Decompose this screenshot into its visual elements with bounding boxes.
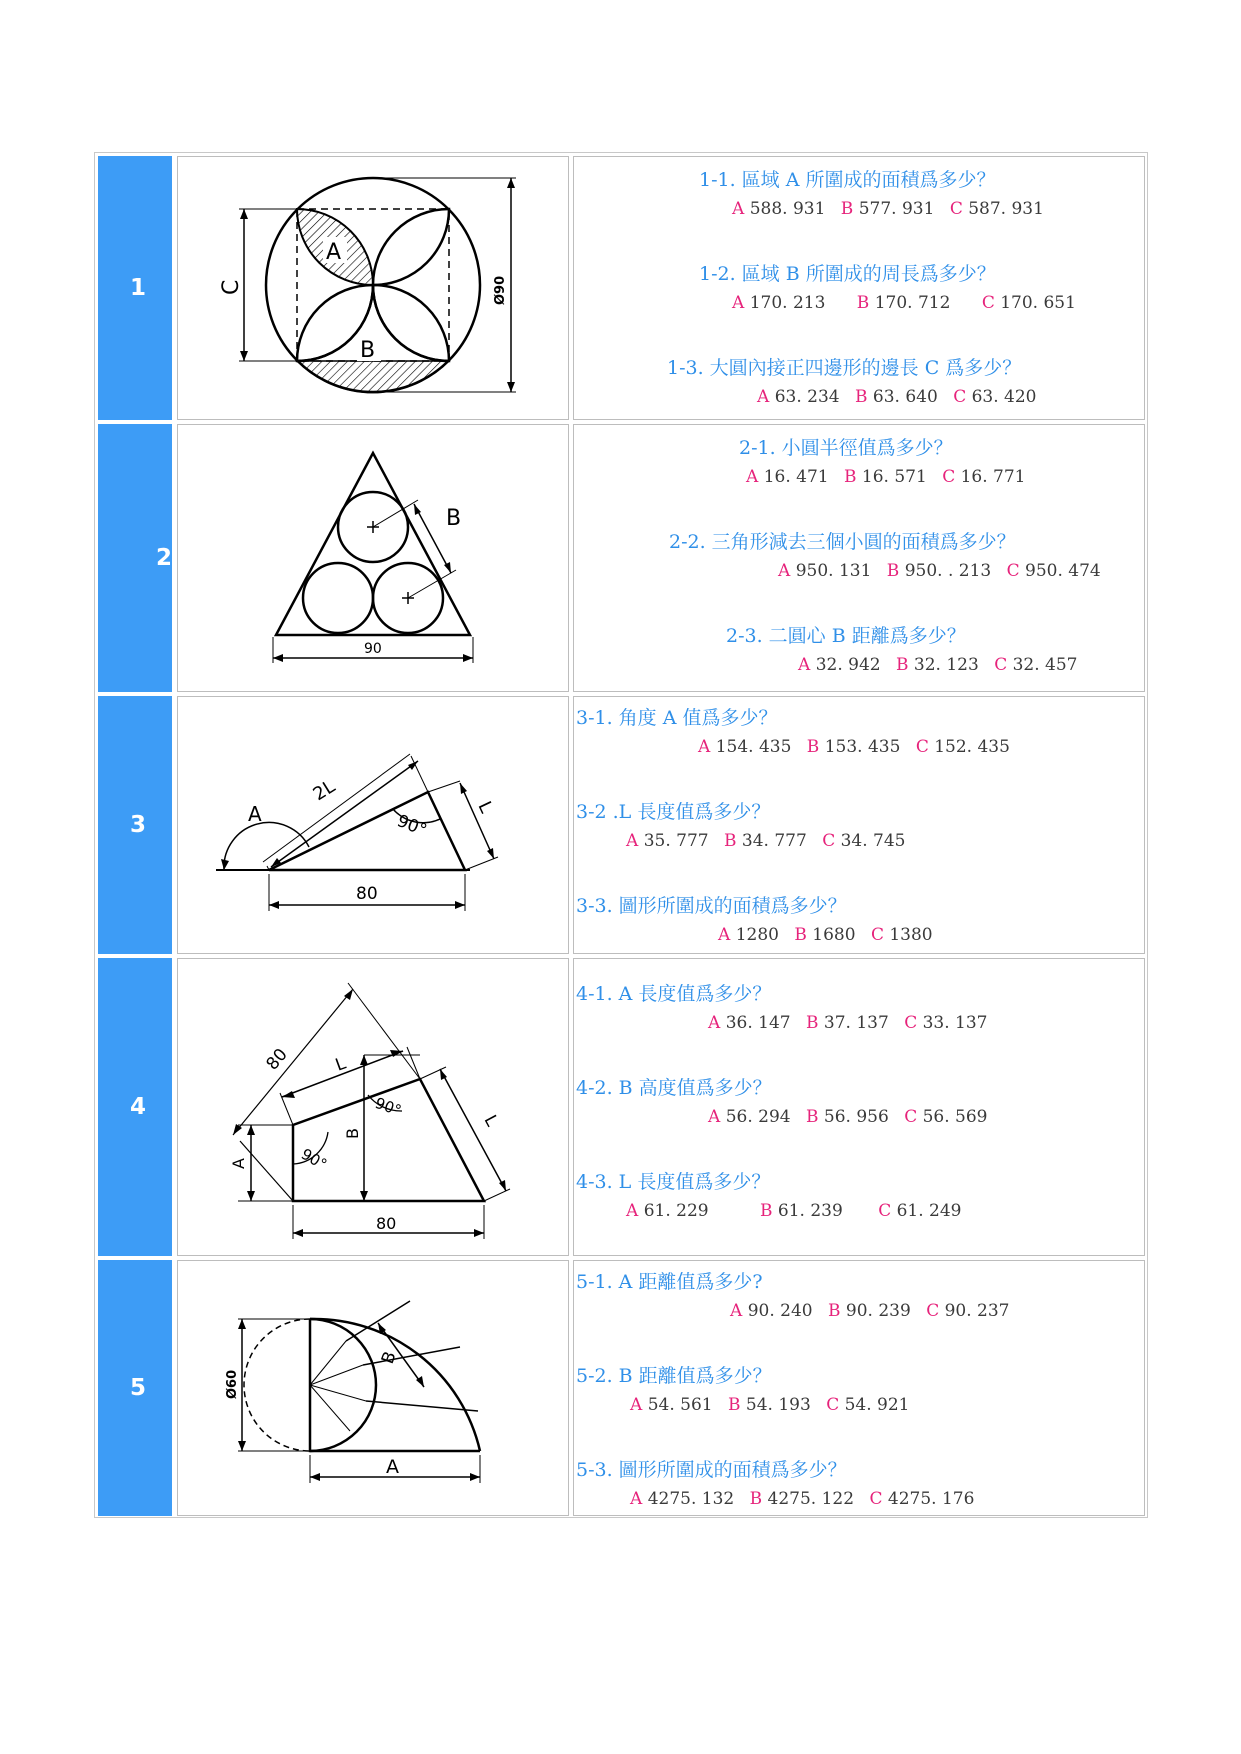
option-key: A [708, 1107, 721, 1127]
question-text: 3-2 .L 長度值爲多少？ [576, 801, 771, 823]
option-key: A [630, 1489, 643, 1509]
question-text: 2-1. 小圓半徑值爲多少？ [739, 437, 953, 459]
figure-cell [177, 1260, 569, 1516]
option-value: 577. 931 [858, 199, 935, 219]
answer-options [626, 1201, 972, 1221]
option-key: B [805, 1013, 819, 1033]
questions-cell [573, 958, 1145, 1256]
half-circle [310, 1319, 376, 1451]
question-text: 1-1. 區域 A 所圍成的面積爲多少？ [699, 169, 996, 191]
option-value: 4275. 122 [767, 1489, 855, 1509]
question-text: 2-2. 三角形減去三個小圓的面積爲多少？ [669, 531, 1016, 553]
label-80: 80 [356, 884, 378, 904]
option-key: A [798, 655, 811, 675]
option-key: C [994, 655, 1008, 675]
question-text: 5-1. A 距離值爲多少? [576, 1271, 763, 1293]
answer-options [778, 561, 1111, 581]
figure-cell [177, 696, 569, 954]
label-diameter-60: Ø60 [225, 1369, 240, 1399]
option-key: A [708, 1013, 721, 1033]
label-diameter-90: Ø90 [493, 275, 508, 305]
option-value: 54. 561 [647, 1395, 713, 1415]
label-a: A [248, 802, 262, 826]
problem-row-4 [95, 955, 1147, 1257]
question-text: 1-2. 區域 B 所圍成的周長爲多少？ [699, 263, 996, 285]
figure-inclined-shape [178, 697, 568, 953]
figure-polygon [178, 959, 568, 1255]
option-key: C [953, 387, 967, 407]
question-text: 4-3. L 長度值爲多少？ [576, 1171, 771, 1193]
option-key: B [723, 831, 737, 851]
option-key: C [878, 1201, 892, 1221]
label-b: B [377, 1348, 401, 1367]
option-value: 36. 147 [725, 1013, 791, 1033]
option-value: 63. 420 [971, 387, 1037, 407]
option-key: B [843, 467, 857, 487]
option-key: A [778, 561, 791, 581]
answer-options [757, 387, 1047, 407]
option-value: 63. 640 [872, 387, 938, 407]
option-value: 56. 294 [725, 1107, 791, 1127]
answer-options [698, 737, 1020, 757]
label-90-degree-left: 90° [298, 1144, 331, 1174]
questions-cell [573, 424, 1145, 692]
figure-cell [177, 156, 569, 420]
option-value: 170. 651 [1000, 293, 1076, 313]
option-key: C [981, 293, 995, 313]
row-number-cell [98, 424, 172, 692]
quarter-sector-arc [310, 1319, 480, 1451]
option-value: 61. 249 [896, 1201, 962, 1221]
option-value: 35. 777 [643, 831, 709, 851]
option-value: 33. 137 [922, 1013, 988, 1033]
option-key: A [718, 925, 731, 945]
row-number: 2 [156, 545, 173, 571]
question-text: 2-3. 二圓心 B 距離爲多少？ [726, 625, 966, 647]
option-value: 90. 240 [747, 1301, 813, 1321]
answer-options [708, 1013, 998, 1033]
question-text: 5-3. 圖形所圍成的面積爲多少？ [576, 1459, 847, 1481]
row-number: 3 [130, 812, 147, 838]
option-key: B [806, 737, 820, 757]
label-80-slanted: 80 [262, 1044, 292, 1075]
row-number-cell [98, 1260, 172, 1516]
figure-cell [177, 958, 569, 1256]
answer-options [708, 1107, 998, 1127]
option-key: C [1006, 561, 1020, 581]
region-b-hatched [297, 361, 449, 393]
option-value: 950. . 213 [904, 561, 992, 581]
answer-options [718, 925, 943, 945]
row-number: 4 [130, 1094, 147, 1120]
option-key: B [727, 1395, 741, 1415]
problem-row-3 [95, 693, 1147, 955]
option-key: C [942, 467, 956, 487]
option-value: 950. 131 [795, 561, 872, 581]
label-l-top: L [332, 1053, 349, 1076]
option-value: 32. 457 [1012, 655, 1078, 675]
option-key: A [732, 293, 745, 313]
option-value: 1280 [735, 925, 779, 945]
option-value: 1680 [812, 925, 856, 945]
problem-row-2 [95, 421, 1147, 693]
row-number-cell [98, 696, 172, 954]
option-key: A [757, 387, 770, 407]
option-value: 153. 435 [824, 737, 901, 757]
option-key: B [794, 925, 807, 945]
small-circle-left [303, 563, 373, 633]
answer-options [630, 1489, 984, 1509]
row-number-cell [98, 156, 172, 420]
option-value: 90. 237 [944, 1301, 1010, 1321]
option-value: 950. 474 [1025, 561, 1101, 581]
option-value: 34. 777 [741, 831, 807, 851]
option-key: C [904, 1013, 918, 1033]
option-value: 587. 931 [968, 199, 1044, 219]
row-number: 1 [130, 275, 147, 301]
question-text: 4-2. B 高度值爲多少？ [576, 1077, 772, 1099]
label-b: B [446, 506, 462, 531]
option-value: 16. 571 [861, 467, 927, 487]
label-a: A [326, 240, 342, 265]
option-key: C [826, 1395, 840, 1415]
option-key: B [749, 1489, 763, 1509]
question-text: 3-1. 角度 A 值爲多少？ [576, 707, 778, 729]
option-value: 90. 239 [845, 1301, 911, 1321]
option-key: B [854, 387, 868, 407]
questions-cell [573, 1260, 1145, 1516]
option-value: 56. 956 [823, 1107, 889, 1127]
problem-row-5 [95, 1257, 1147, 1517]
option-value: 154. 435 [715, 737, 792, 757]
answer-options [630, 1395, 920, 1415]
option-key: B [827, 1301, 841, 1321]
figure-four-petals [178, 157, 568, 419]
label-l: L [473, 798, 497, 817]
option-key: B [840, 199, 854, 219]
label-90-degree-right: 90° [372, 1093, 404, 1120]
option-value: 170. 213 [749, 293, 826, 313]
answer-options [730, 1301, 1020, 1321]
questions-cell [573, 696, 1145, 954]
option-value: 4275. 132 [647, 1489, 735, 1509]
option-value: 34. 745 [840, 831, 906, 851]
option-value: 63. 234 [774, 387, 840, 407]
option-key: C [904, 1107, 918, 1127]
answer-options [732, 199, 1054, 219]
option-key: C [949, 199, 963, 219]
question-text: 1-3. 大圓內接正四邊形的邊長 C 爲多少？ [667, 357, 1022, 379]
answer-options [746, 467, 1036, 487]
label-80-bottom: 80 [376, 1214, 397, 1233]
option-value: 32. 942 [815, 655, 881, 675]
row-number: 5 [130, 1375, 147, 1401]
option-key: B [805, 1107, 819, 1127]
problem-sheet-table [94, 152, 1148, 1518]
shape-outline [269, 792, 465, 870]
option-key: B [759, 1201, 773, 1221]
answer-options [626, 831, 916, 851]
option-key: C [869, 1489, 883, 1509]
option-value: 54. 193 [745, 1395, 811, 1415]
row-number-cell [98, 958, 172, 1256]
option-value: 152. 435 [934, 737, 1010, 757]
option-value: 61. 239 [777, 1201, 843, 1221]
option-key: A [626, 831, 639, 851]
option-value: 32. 123 [913, 655, 979, 675]
option-value: 4275. 176 [887, 1489, 975, 1509]
angle-arc-a [224, 822, 309, 870]
option-key: B [895, 655, 909, 675]
label-90: 90 [364, 641, 382, 657]
option-key: C [870, 925, 884, 945]
option-value: 56. 569 [922, 1107, 988, 1127]
label-a: A [229, 1158, 248, 1169]
option-value: 1380 [889, 925, 933, 945]
label-90-degree: 90° [394, 811, 430, 841]
option-key: A [630, 1395, 643, 1415]
option-value: 37. 137 [823, 1013, 889, 1033]
label-2l: 2L [309, 776, 339, 806]
option-value: 61. 229 [643, 1201, 709, 1221]
answer-options [798, 655, 1088, 675]
label-c: C [219, 279, 244, 295]
label-l-right: L [479, 1111, 502, 1130]
option-value: 16. 471 [763, 467, 829, 487]
question-text: 4-1. A 長度值爲多少？ [576, 983, 772, 1005]
option-key: A [730, 1301, 743, 1321]
option-key: A [746, 467, 759, 487]
option-key: C [822, 831, 836, 851]
label-b: B [343, 1128, 362, 1139]
option-value: 588. 931 [749, 199, 826, 219]
option-value: 170. 712 [874, 293, 951, 313]
question-text: 5-2. B 距離值爲多少？ [576, 1365, 772, 1387]
problem-row-1 [95, 153, 1147, 421]
option-key: C [915, 737, 929, 757]
option-key: B [856, 293, 870, 313]
option-key: C [926, 1301, 940, 1321]
figure-cell [177, 424, 569, 692]
answer-options [732, 293, 1086, 313]
option-value: 54. 921 [844, 1395, 910, 1415]
option-key: A [732, 199, 745, 219]
label-a: A [386, 1456, 399, 1478]
question-text: 3-3. 圖形所圍成的面積爲多少？ [576, 895, 847, 917]
label-b: B [360, 338, 376, 363]
half-circle-dashed [244, 1319, 310, 1451]
option-key: B [886, 561, 900, 581]
questions-cell [573, 156, 1145, 420]
option-key: A [698, 737, 711, 757]
option-value: 16. 771 [960, 467, 1026, 487]
option-key: A [626, 1201, 639, 1221]
figure-triangle-circles [178, 425, 568, 691]
figure-quarter-sector [178, 1261, 568, 1515]
